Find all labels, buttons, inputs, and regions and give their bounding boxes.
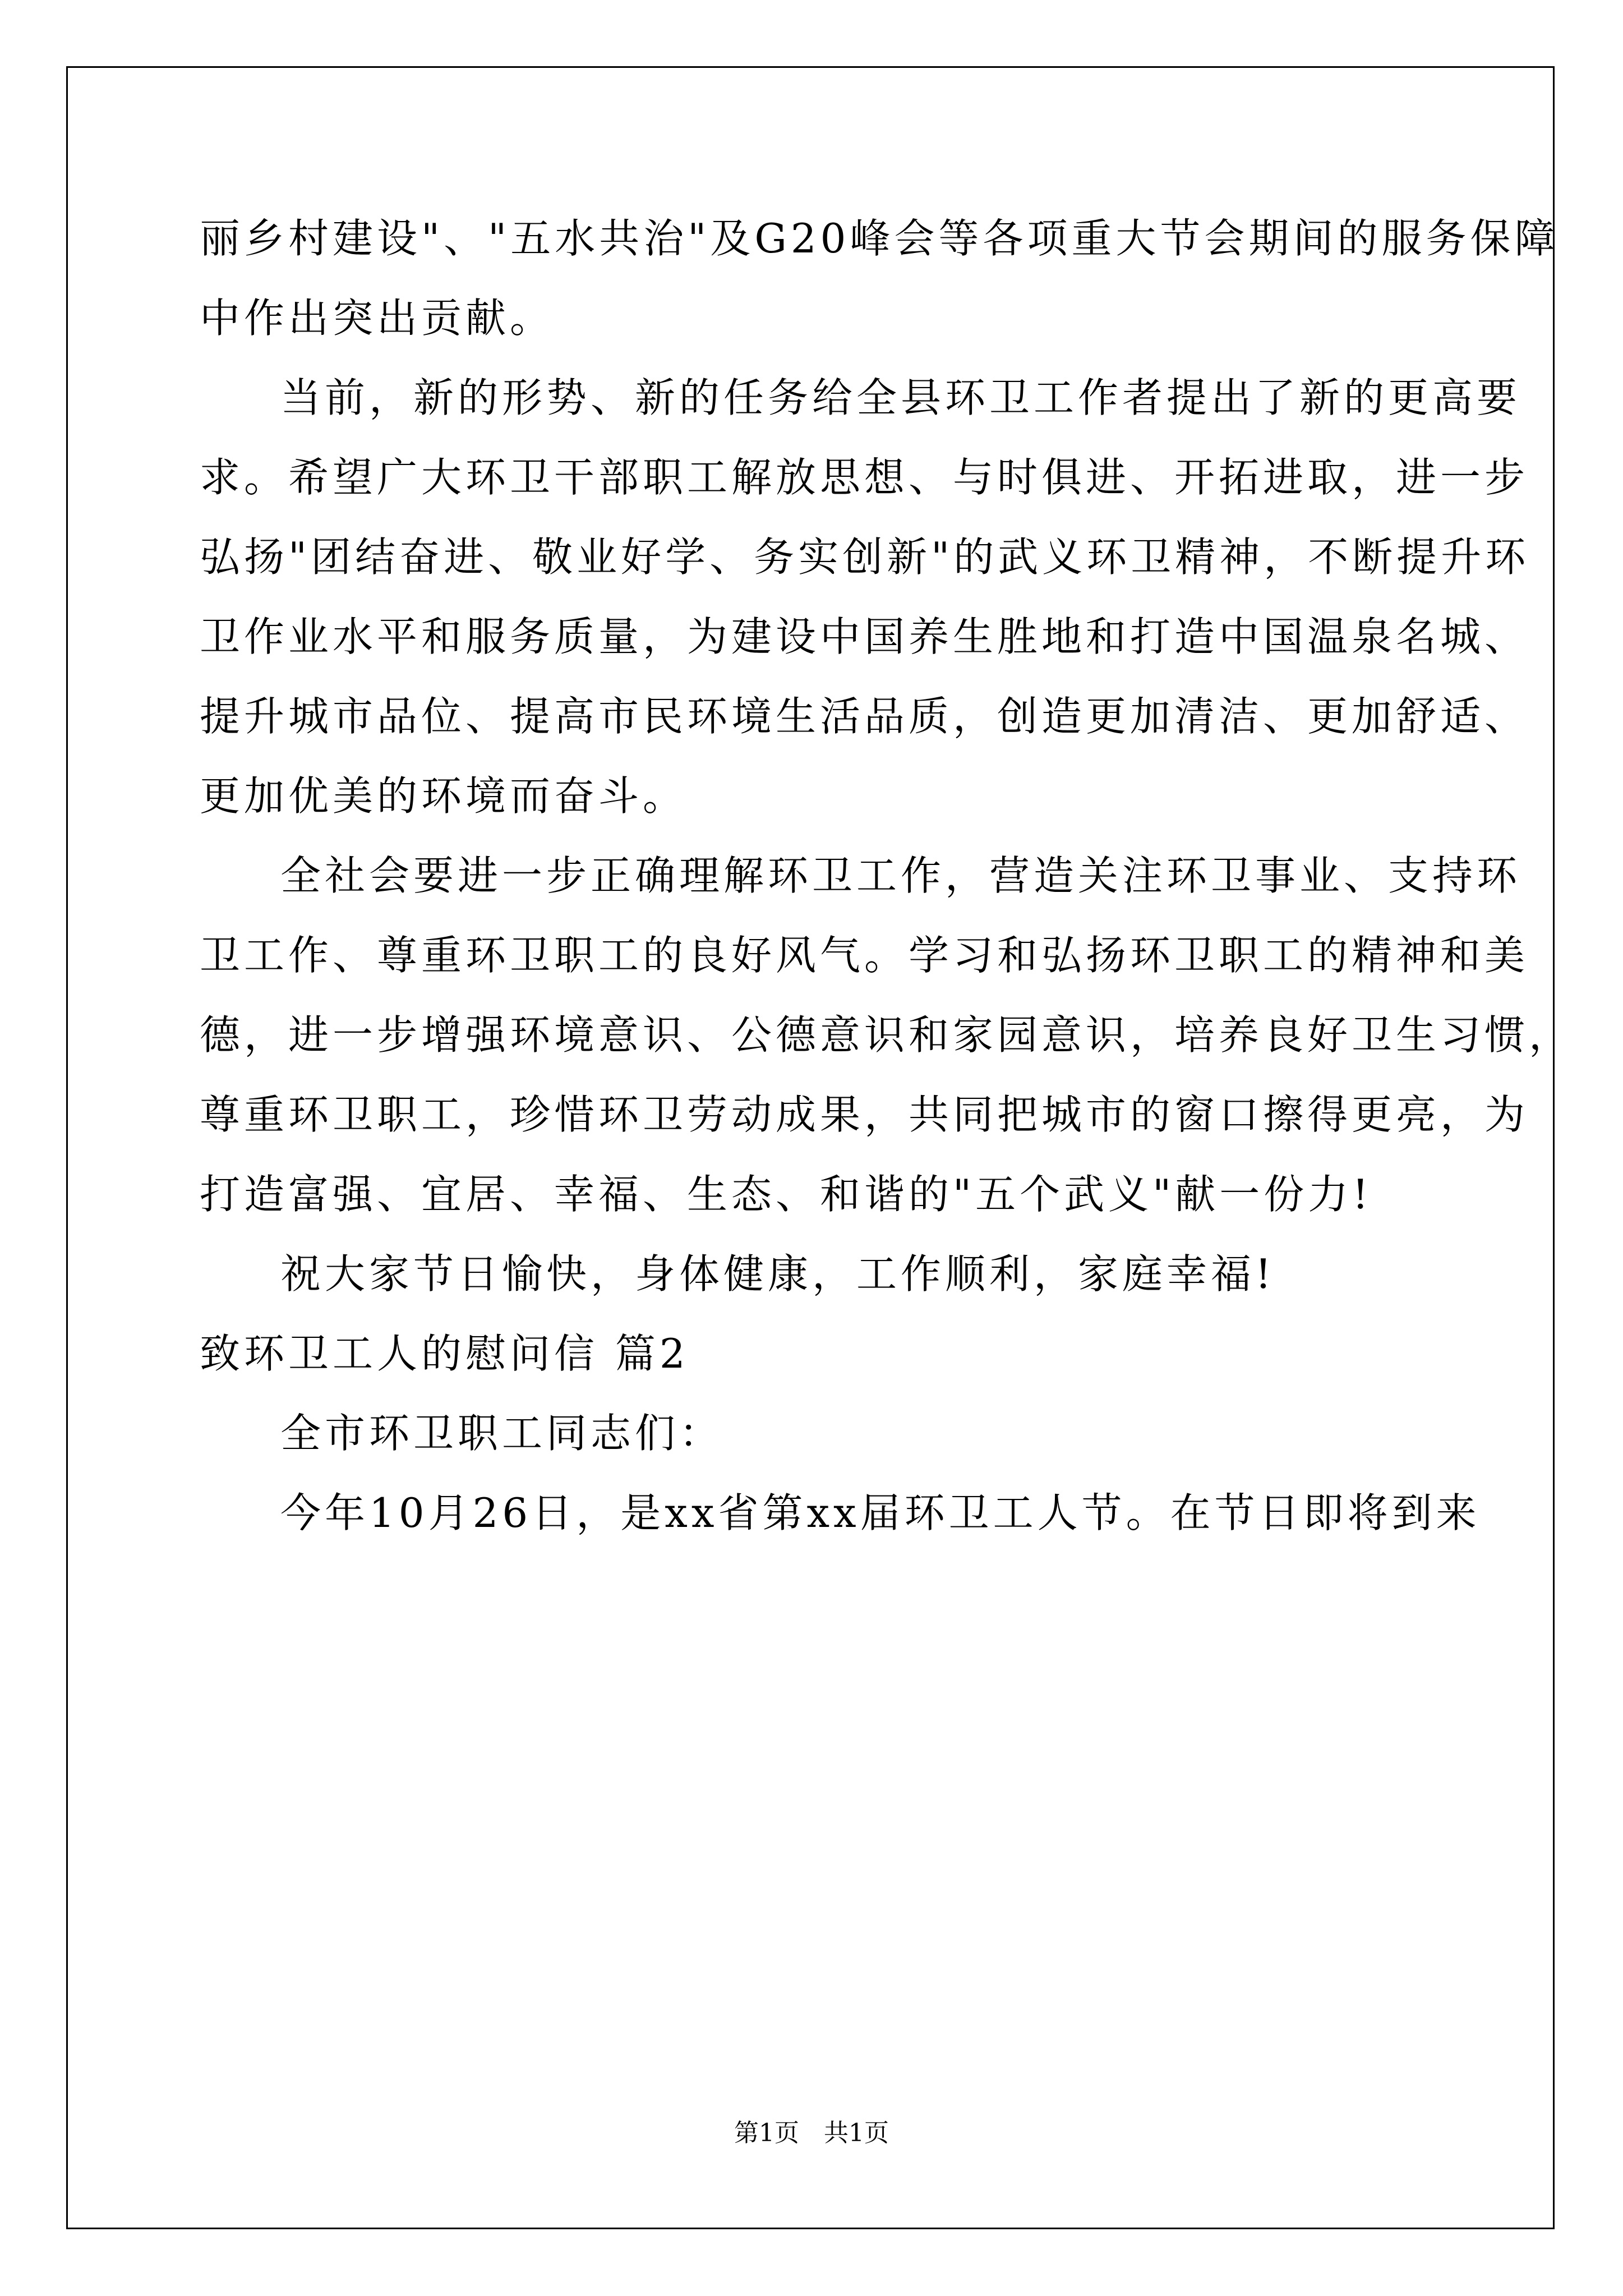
text-line: 尊重环卫职工，珍惜环卫劳动成果，共同把城市的窗口擦得更亮，为 xyxy=(200,1091,1529,1138)
paragraph-start-line: 全社会要进一步正确理解环卫工作，营造关注环卫事业、支持环 xyxy=(280,852,1521,899)
paragraph-start-line: 今年10月26日，是xx省第xx届环卫工人节。在节日即将到来 xyxy=(280,1489,1481,1536)
text-line: 德，进一步增强环境意识、公德意识和家园意识，培养良好卫生习惯， xyxy=(200,1011,1574,1059)
text-line: 弘扬"团结奋进、敬业好学、务实创新"的武义环卫精神，不断提升环 xyxy=(200,533,1530,581)
text-line: 打造富强、宜居、幸福、生态、和谐的"五个武义"献一份力! xyxy=(200,1171,1373,1218)
page-number-footer: 第1页 共1页 xyxy=(734,2119,889,2147)
paragraph-start-line: 当前，新的形势、新的任务给全县环卫工作者提出了新的更高要 xyxy=(280,374,1521,421)
text-line: 卫作业水平和服务质量，为建设中国养生胜地和打造中国温泉名城、 xyxy=(200,613,1529,660)
text-line: 更加优美的环境而奋斗。 xyxy=(200,772,688,820)
text-line: 求。希望广大环卫干部职工解放思想、与时俱进、开拓进取，进一步 xyxy=(200,454,1529,501)
text-line: 提升城市品位、提高市民环境生活品质，创造更加清洁、更加舒适、 xyxy=(200,693,1529,740)
text-line: 丽乡村建设"、"五水共治"及G20峰会等各项重大节会期间的服务保障 xyxy=(200,215,1559,262)
text-line: 中作出突出贡献。 xyxy=(200,295,555,342)
section-heading: 致环卫工人的慰问信 篇2 xyxy=(200,1330,689,1377)
paragraph-start-line: 祝大家节日愉快，身体健康，工作顺利，家庭幸福! xyxy=(280,1250,1275,1297)
salutation: 全市环卫职工同志们： xyxy=(280,1410,724,1457)
text-line: 卫工作、尊重环卫职工的良好风气。学习和弘扬环卫职工的精神和美 xyxy=(200,932,1529,979)
